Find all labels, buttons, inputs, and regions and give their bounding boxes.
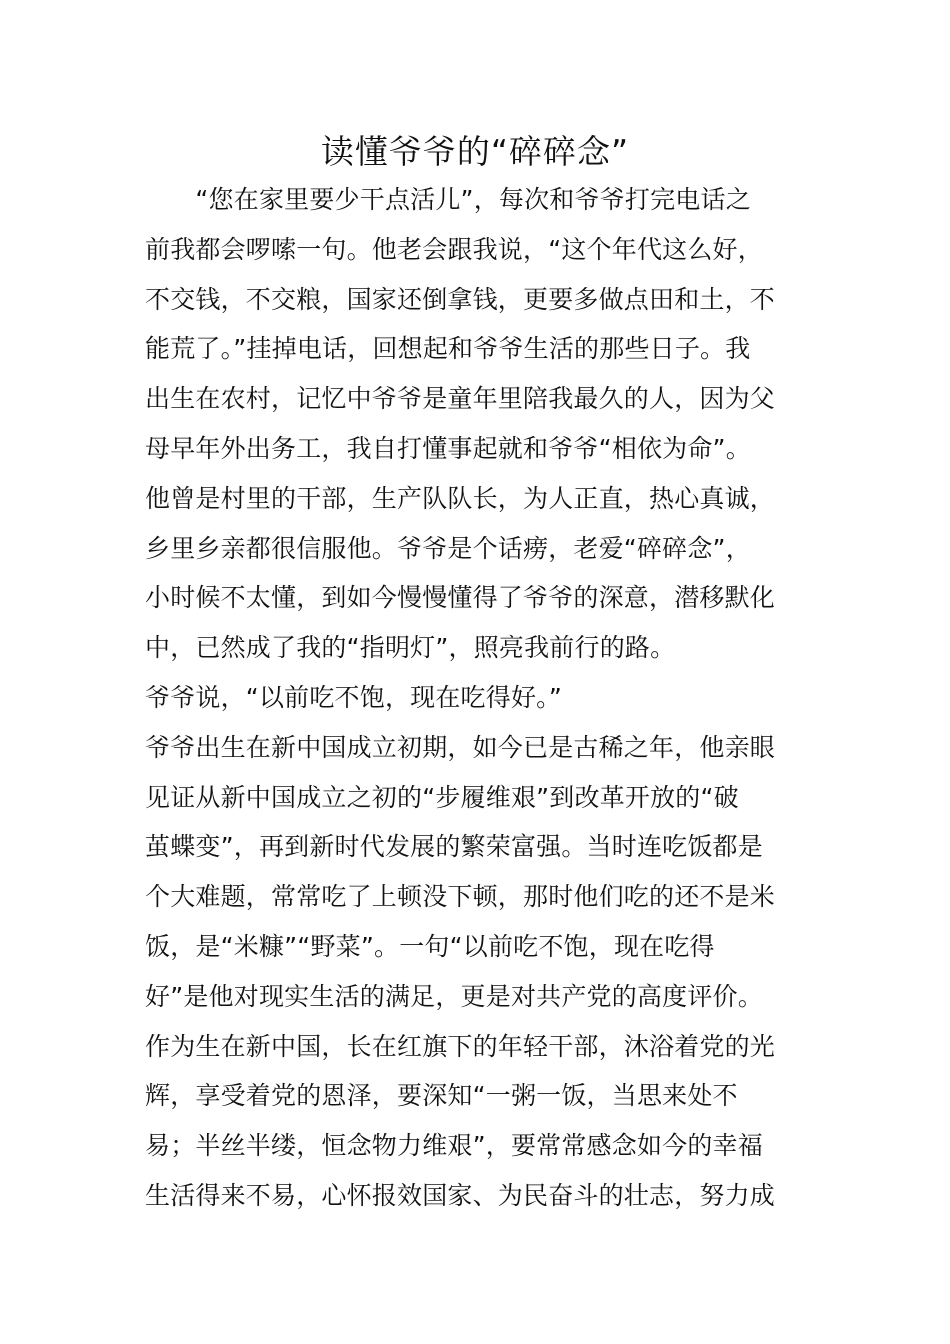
paragraph-line: 乡里乡亲都很信服他。爷爷是个话痨，老爱“碎碎念”， [145, 534, 751, 563]
paragraph-line: 母早年外出务工，我自打懂事起就和爷爷“相依为命”。 [145, 434, 751, 463]
paragraph-line: 辉，享受着党的恩泽，要深知“一粥一饭，当思来处不 [145, 1081, 738, 1110]
paragraph-line: 易；半丝半缕，恒念物力维艰”，要常常感念如今的幸福 [145, 1131, 763, 1160]
paragraph-line: “您在家里要少干点活儿”，每次和爷爷打完电话之 [145, 185, 751, 214]
paragraph-line: 生活得来不易，心怀报效国家、为民奋斗的壮志，努力成 [145, 1181, 776, 1210]
paragraph-line: 不交钱，不交粮，国家还倒拿钱，更要多做点田和土，不 [145, 285, 776, 314]
paragraph-line: 能荒了。”挂掉电话，回想起和爷爷生活的那些日子。我 [145, 334, 751, 363]
paragraph-line: 个大难题，常常吃了上顿没下顿，那时他们吃的还不是米 [145, 882, 776, 911]
paragraph-line: 前我都会啰嗦一句。他老会跟我说，“这个年代这么好， [145, 235, 763, 264]
paragraph-line: 见证从新中国成立之初的“步履维艰”到改革开放的“破 [145, 783, 739, 812]
paragraph-line: 中，已然成了我的“指明灯”，照亮我前行的路。 [145, 633, 676, 662]
paragraph-line: 好”是他对现实生活的满足，更是对共产党的高度评价。 [145, 982, 763, 1011]
paragraph-line: 茧蝶变”，再到新时代发展的繁荣富强。当时连吃饭都是 [145, 832, 763, 861]
paragraph-line: 爷爷说，“以前吃不饱，现在吃得好。” [145, 683, 563, 712]
paragraph-line: 作为生在新中国，长在红旗下的年轻干部，沐浴着党的光 [145, 1032, 776, 1061]
paragraph-line: 他曾是村里的干部，生产队队长，为人正直，热心真诚， [145, 484, 776, 513]
paragraph-line: 出生在农村，记忆中爷爷是童年里陪我最久的人，因为父 [145, 384, 776, 413]
document-title: 读懂爷爷的“碎碎念” [320, 132, 630, 171]
paragraph-line: 小时候不太懂，到如今慢慢懂得了爷爷的深意，潜移默化 [145, 583, 776, 612]
paragraph-line: 爷爷出生在新中国成立初期，如今已是古稀之年，他亲眼 [145, 733, 776, 762]
paragraph-line: 饭，是“米糠”“野菜”。一句“以前吃不饱，现在吃得 [145, 932, 715, 961]
